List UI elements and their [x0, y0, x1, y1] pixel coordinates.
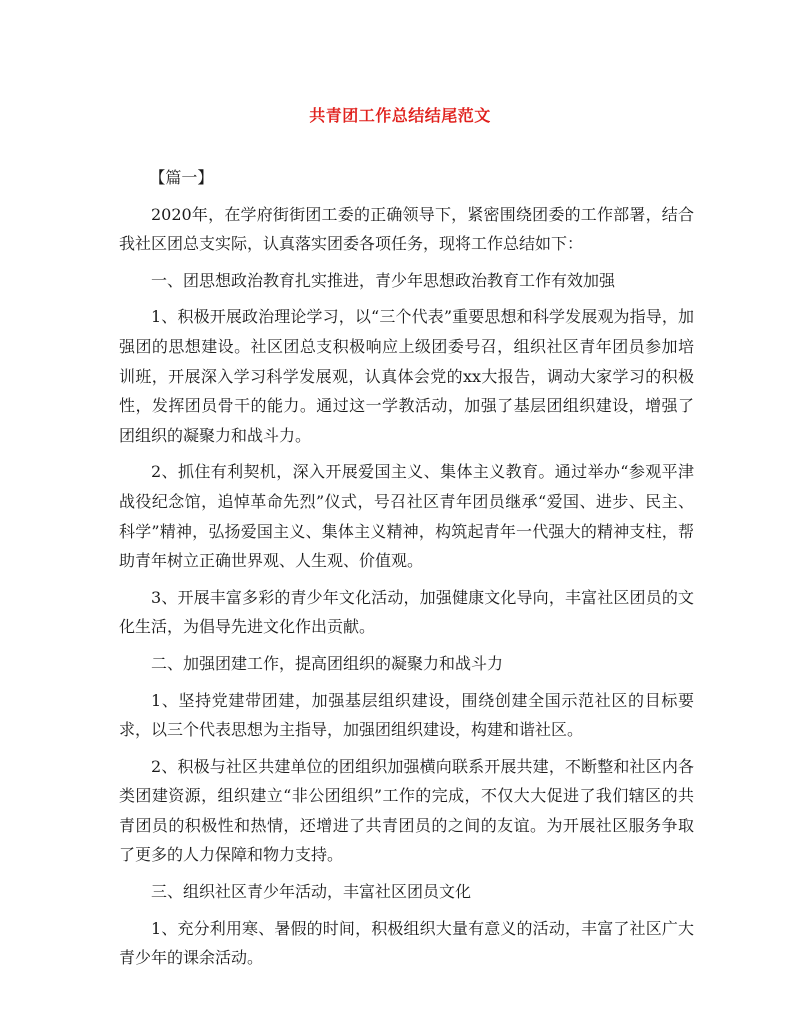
paragraph-3-1: 1、充分利用寒、暑假的时间，积极组织大量有意义的活动，丰富了社区广大青少年的课余活动。: [119, 918, 694, 968]
section-heading-2: 二、加强团建工作，提高团组织的凝聚力和战斗力: [151, 653, 504, 673]
paragraph-2-2: 2、积极与社区共建单位的团组织加强横向联系开展共建，不断整和社区内各类团建资源，组织建立“非公团组织”工作的完成，不仅大大促进了我们辖区的共青团员的积极性和热情，还增进了共青团员的之间的友谊。为开展社区服务争取了更多的人力保障和物力支持。: [119, 756, 694, 865]
paragraph-1-3: 3、开展丰富多彩的青少年文化活动，加强健康文化导向，丰富社区团员的文化生活，为倡导先进文化作出贡献。: [119, 587, 694, 637]
document-title: 共青团工作总结结尾范文: [309, 106, 491, 125]
section-tag: 【篇一】: [149, 168, 214, 187]
paragraph-1-1: 1、积极开展政治理论学习，以“三个代表”重要思想和科学发展观为指导，加强团的思想建设。社区团总支积极响应上级团委号召，组织社区青年团员参加培训班，开展深入学习科学发展观，认真体会党的xx大报告，调动大家学习的积极性，发挥团员骨干的能力。通过这一学教活动，加强了基层团组织建设，增强了团组织的凝聚力和战斗力。: [119, 307, 694, 445]
section-heading-1: 一、团思想政治教育扎实推进，青少年思想政治教育工作有效加强: [151, 270, 616, 290]
paragraph-2-1: 1、坚持党建带团建，加强基层组织建设，围绕创建全国示范社区的目标要求，以三个代表思想为主指导，加强团组织建设，构建和谐社区。: [119, 690, 694, 740]
intro-paragraph: 2020年，在学府街街团工委的正确领导下，紧密围绕团委的工作部署，结合我社区团总支实际，认真落实团委各项任务，现将工作总结如下：: [119, 204, 694, 254]
paragraph-1-2: 2、抓住有利契机，深入开展爱国主义、集体主义教育。通过举办“参观平津战役纪念馆，追悼革命先烈”仪式，号召社区青年团员继承“爱国、进步、民主、科学”精神，弘扬爱国主义、集体主义精神，构筑起青年一代强大的精神支柱，帮助青年树立正确世界观、人生观、价值观。: [119, 462, 694, 571]
section-heading-3: 三、组织社区青少年活动，丰富社区团员文化: [151, 882, 472, 902]
document-body: [119, 163, 694, 973]
